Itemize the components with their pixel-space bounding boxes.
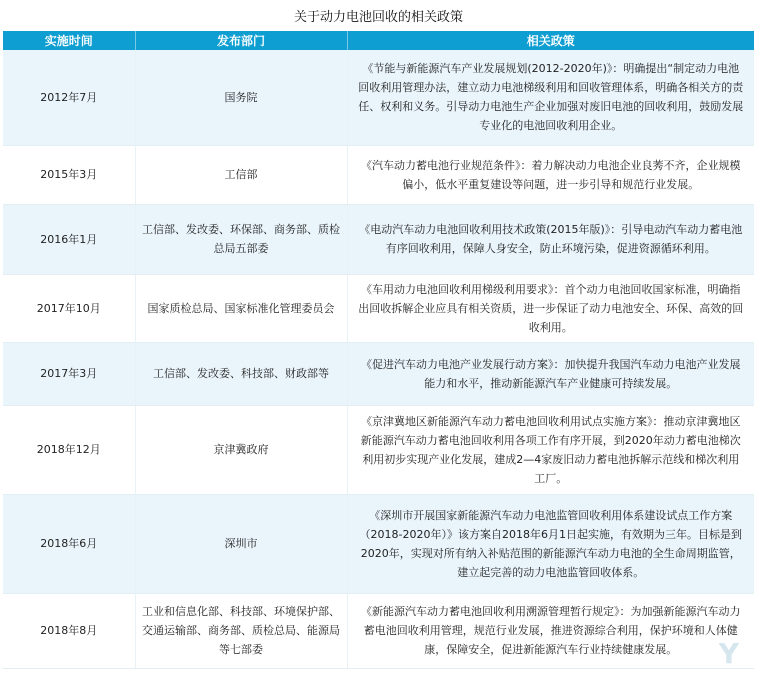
cell-policy: 《汽车动力蓄电池行业规范条件》：着力解决动力电池企业良莠不齐，企业规模偏小，低水平重复建设等问题，进一步引导和规范行业发展。 <box>347 145 754 204</box>
cell-dept: 工信部、发改委、环保部、商务部、质检总局五部委 <box>135 204 347 274</box>
table-row <box>3 593 754 668</box>
policy-table <box>3 31 754 669</box>
header-dept: 发布部门 <box>135 31 347 50</box>
cell-policy: 《新能源汽车动力蓄电池回收利用溯源管理暂行规定》：为加强新能源汽车动力蓄电池回收利用管理，规范行业发展，推进资源综合利用，保护环境和人体健康，保障安全，促进新能源汽车行业持续健康发展。 <box>347 593 754 668</box>
table-row <box>3 50 754 145</box>
cell-dept: 国家质检总局、国家标准化管理委员会 <box>135 274 347 342</box>
cell-time: 2018年12月 <box>3 405 135 494</box>
cell-policy: 《深圳市开展国家新能源汽车动力电池监管回收利用体系建设试点工作方案（2018-2020年）》该方案自2018年6月1日起实施，有效期为三年。目标是到2020年，实现对所有纳入补贴范围的新能源汽车动力电池的全生命周期监管，建立起完善的动力电池监管回收体系。 <box>347 494 754 593</box>
cell-policy: 《京津冀地区新能源汽车动力蓄电池回收利用试点实施方案》：推动京津冀地区新能源汽车动力蓄电池回收利用各项工作有序开展，到2020年动力蓄电池梯次利用初步实现产业化发展，建成2—4家废旧动力蓄电池拆解示范线和梯次利用工厂。 <box>347 405 754 494</box>
table-title: 关于动力电池回收的相关政策 <box>293 10 463 25</box>
cell-policy: 《电动汽车动力电池回收利用技术政策(2015年版)》：引导电动汽车动力蓄电池有序回收利用，保障人身安全，防止环境污染，促进资源循环利用。 <box>347 204 754 274</box>
watermark-logo: Y <box>718 637 739 670</box>
cell-time: 2018年8月 <box>3 593 135 668</box>
table-row <box>3 204 754 274</box>
table-row <box>3 494 754 593</box>
table-row <box>3 342 754 405</box>
table-row <box>3 145 754 204</box>
cell-policy: 《促进汽车动力电池产业发展行动方案》：加快提升我国汽车动力电池产业发展能力和水平，推动新能源汽车产业健康可持续发展。 <box>347 342 754 405</box>
cell-dept: 工信部、发改委、科技部、财政部等 <box>135 342 347 405</box>
cell-policy: 《节能与新能源汽车产业发展规划(2012-2020年)》：明确提出“制定动力电池回收利用管理办法，建立动力电池梯级利用和回收管理体系，明确各相关方的责任、权利和义务。引导动力电池生产企业加强对废旧电池的回收利用，鼓励发展专业化的电池回收利用企业。 <box>347 50 754 145</box>
table-row <box>3 405 754 494</box>
header-policy: 相关政策 <box>347 31 754 50</box>
cell-dept: 工业和信息化部、科技部、环境保护部、交通运输部、商务部、质检总局、能源局等七部委 <box>135 593 347 668</box>
table-row <box>3 274 754 342</box>
cell-dept: 深圳市 <box>135 494 347 593</box>
cell-time: 2017年10月 <box>3 274 135 342</box>
cell-time: 2012年7月 <box>3 50 135 145</box>
header-row <box>3 31 754 50</box>
cell-time: 2018年6月 <box>3 494 135 593</box>
cell-dept: 国务院 <box>135 50 347 145</box>
cell-dept: 京津冀政府 <box>135 405 347 494</box>
header-time: 实施时间 <box>3 31 135 50</box>
cell-time: 2017年3月 <box>3 342 135 405</box>
cell-policy: 《车用动力电池回收利用梯级利用要求》：首个动力电池回收国家标准，明确指出回收拆解企业应具有相关资质，进一步保证了动力电池安全、环保、高效的回收利用。 <box>347 274 754 342</box>
cell-time: 2016年1月 <box>3 204 135 274</box>
cell-dept: 工信部 <box>135 145 347 204</box>
cell-time: 2015年3月 <box>3 145 135 204</box>
